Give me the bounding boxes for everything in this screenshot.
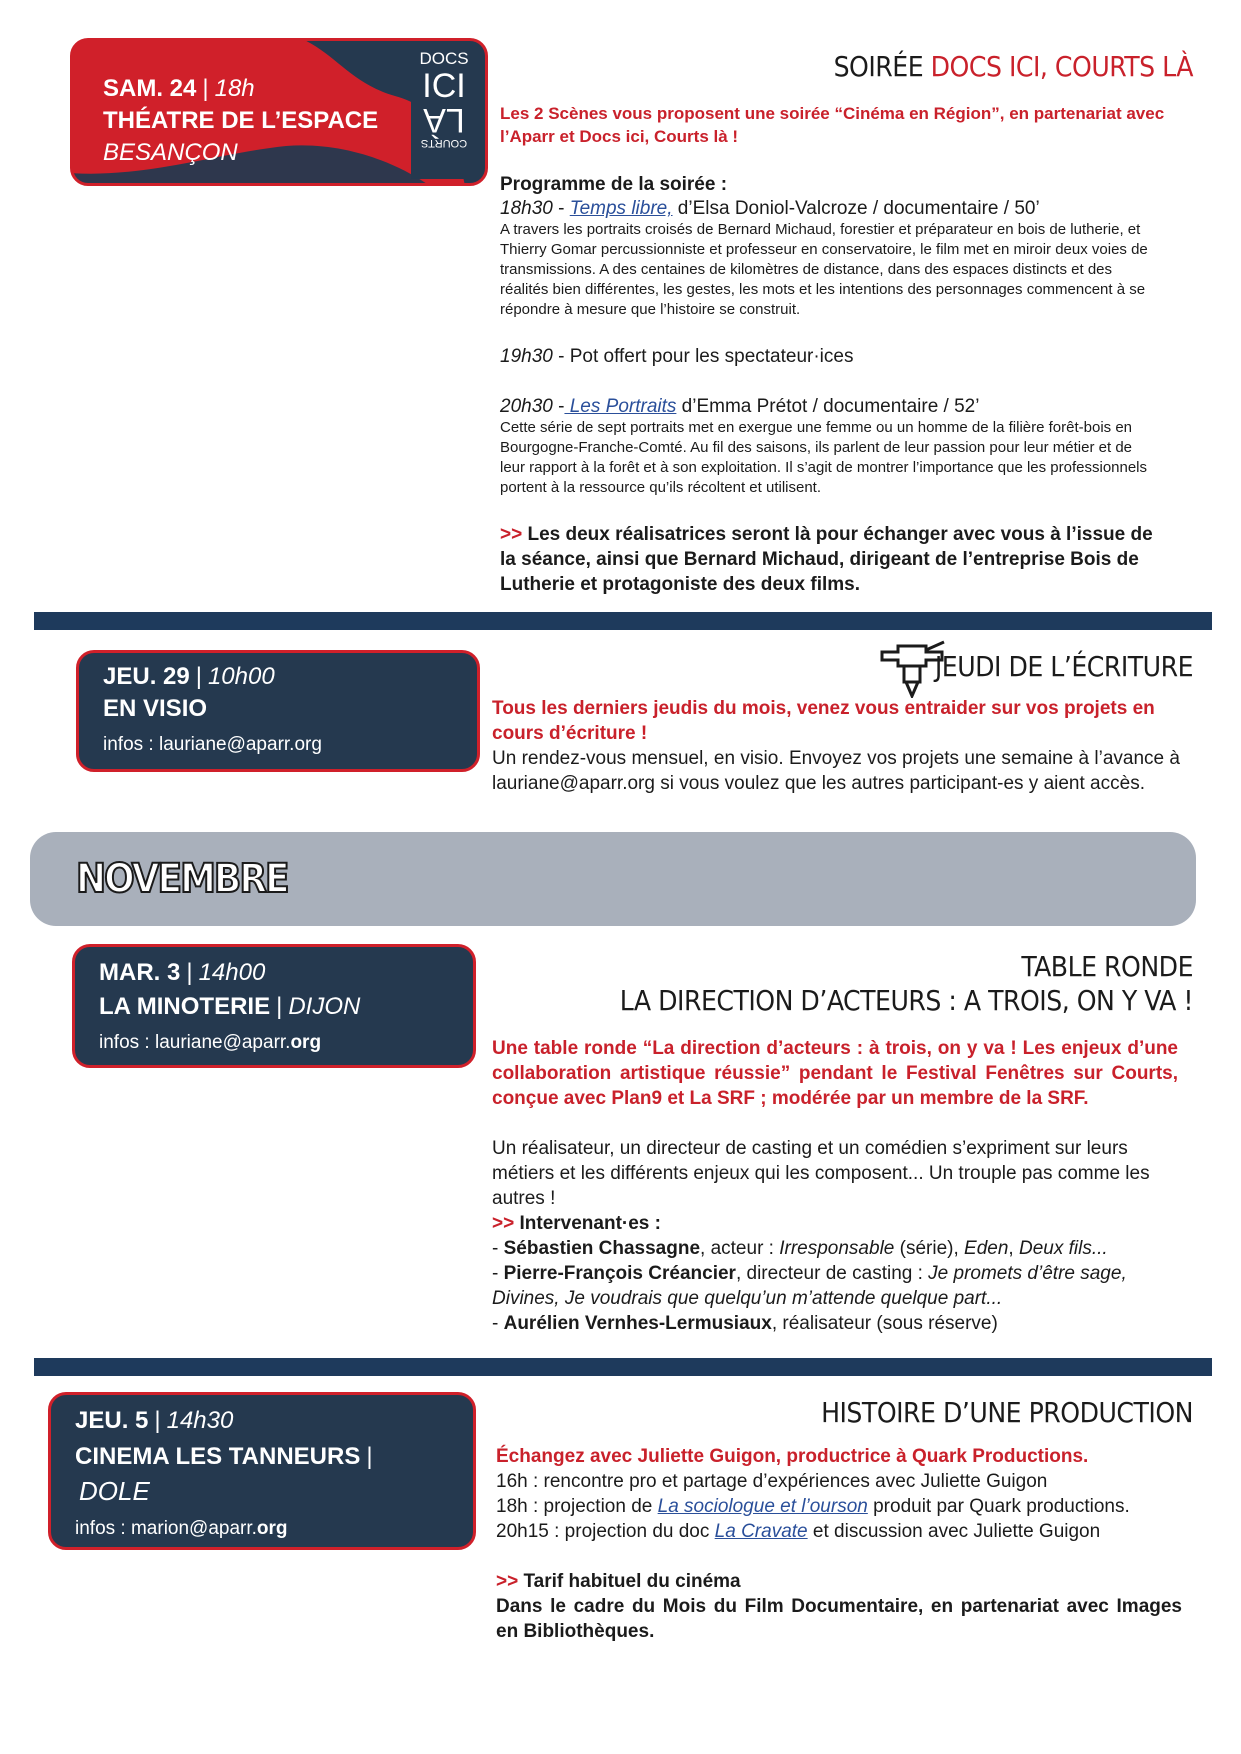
event4-time: 14h30 bbox=[166, 1407, 234, 1434]
event2-box: JEU. 29 | 10h00 EN VISIO infos : lauriane@aparr.org bbox=[76, 650, 480, 772]
event3-title-line1: TABLE RONDE bbox=[1021, 950, 1193, 983]
separator-bar-2 bbox=[34, 1358, 1212, 1376]
event3-speaker-3: - Aurélien Vernhes-Lermusiaux, réalisateur (sous réserve) bbox=[492, 1313, 998, 1334]
film-link-la-sociologue[interactable]: La sociologue et l’ourson bbox=[657, 1496, 868, 1517]
event4-line1: 16h : rencontre pro et partage d’expériences avec Juliette Guigon bbox=[496, 1471, 1048, 1492]
event3-intro: Une table ronde “La direction d’acteurs : à trois, on y va ! Les enjeux d’une collaboration artistique réussie” pendant le Festival Fenêtres sur Courts, conçue avec Plan9 et La SRF ; modérée par un membre de la SRF. bbox=[492, 1038, 1178, 1109]
event2-title: JEUDI DE L’ÉCRITURE bbox=[934, 650, 1193, 683]
event1-time: 18h bbox=[214, 75, 255, 102]
event4-line2: 18h : projection de La sociologue et l’ourson produit par Quark productions. bbox=[496, 1496, 1130, 1517]
event3-speakers-heading: >> Intervenant·es : bbox=[492, 1213, 661, 1234]
film-link-la-cravate[interactable]: La Cravate bbox=[714, 1521, 808, 1542]
event1-venue: THÉATRE DE L’ESPACE bbox=[103, 107, 379, 134]
event1-title: SOIRÉE DOCS ICI, COURTS LÀ bbox=[833, 50, 1193, 83]
event1-item3-desc: Cette série de sept portraits met en exergue une femme ou un homme de la filière forêt-bois en Bourgogne-Franche-Comté. Au fil des saisons, ils parlent de leur passion pour leur métier et de leur rapport à la forêt et à son exploitation. Il s’agit de montrer l’importance que les professionnels portent à la ressource qu’ils récoltent et utilisent. bbox=[500, 419, 1148, 496]
event3-city: DIJON bbox=[288, 993, 361, 1020]
month-title: NOVEMBRE bbox=[76, 856, 288, 902]
event2-time: 10h00 bbox=[207, 663, 275, 690]
event3-speaker-1: - Sébastien Chassagne, acteur : Irresponsable (série), Eden, Deux fils... bbox=[492, 1238, 1108, 1259]
event1-closing: >> Les deux réalisatrices seront là pour échanger avec vous à l’issue de la séance, ainsi que Bernard Michaud, dirigeant de l’entreprise Bois de Lutherie et protagoniste des deux films. bbox=[500, 524, 1153, 595]
event1-item1-desc: A travers les portraits croisés de Bernard Michaud, forestier et préparateur en bois de lutherie, et Thierry Gomar percussionniste et professeur en conservatoire, le film met en miroir deux voies de transmissions. A des centaines de kilomètres de distance, dans des espaces distincts et des réalités bien différentes, les gestes, les mots et les intentions des personnages commencent à se répondre à mesure que l’histoire se construit. bbox=[500, 221, 1148, 318]
event4-tarif: >> Tarif habituel du cinéma bbox=[496, 1571, 741, 1592]
event1-item3: 20h30 - Les Portraits d’Emma Prétot / documentaire / 52’ bbox=[500, 396, 980, 417]
event3-box: MAR. 3 | 14h00 LA MINOTERIE | DIJON infos : lauriane@aparr.org bbox=[72, 944, 476, 1068]
event4-title: HISTOIRE D’UNE PRODUCTION bbox=[821, 1396, 1193, 1429]
event1-item1: 18h30 - Temps libre, d’Elsa Doniol-Valcroze / documentaire / 50’ bbox=[500, 198, 1040, 219]
event1-item2: 19h30 - Pot offert pour les spectateur·ices bbox=[500, 346, 854, 367]
docs-ici-courts-la-logo: DOCS ICI LÀ COURTS bbox=[411, 45, 477, 179]
event4-intro: Échangez avec Juliette Guigon, productrice à Quark Productions. bbox=[496, 1446, 1089, 1467]
event3-day: MAR. 3 bbox=[99, 959, 181, 986]
event2-venue: EN VISIO bbox=[103, 695, 208, 722]
event1-program-heading: Programme de la soirée : bbox=[500, 174, 728, 195]
event2-day: JEU. 29 bbox=[103, 663, 190, 690]
event2-body: Un rendez-vous mensuel, en visio. Envoyez vos projets une semaine à l’avance à lauriane@aparr.org si vous voulez que les autres participant-es y aient accès. bbox=[492, 748, 1180, 794]
event3-venue: LA MINOTERIE bbox=[99, 993, 271, 1020]
event4-day: JEU. 5 bbox=[75, 1407, 149, 1434]
event1-day: SAM. 24 bbox=[103, 75, 197, 102]
event3-body: Un réalisateur, un directeur de casting et un comédien s’expriment sur leurs métiers et les différents enjeux qui les composent... Un trouple pas comme les autres ! bbox=[492, 1138, 1150, 1209]
separator-bar bbox=[34, 612, 1212, 630]
event3-info: infos : lauriane@aparr.org bbox=[99, 1032, 322, 1053]
event4-info: infos : marion@aparr.org bbox=[75, 1518, 288, 1539]
event3-speaker-2: - Pierre-François Créancier, directeur de casting : Je promets d’être sage, bbox=[492, 1263, 1127, 1284]
event1-box: SAM. 24 | 18h THÉATRE DE L’ESPACE BESANÇON DOCS ICI LÀ COURTS bbox=[70, 38, 488, 186]
event4-box: JEU. 5 | 14h30 CINEMA LES TANNEURS | DOLE infos : marion@aparr.org bbox=[48, 1392, 476, 1550]
event4-city: DOLE bbox=[79, 1476, 150, 1506]
event3-speaker-2-works: Divines, Je voudrais que quelqu’un m’attende quelque part... bbox=[492, 1288, 1003, 1309]
event1-city: BESANÇON bbox=[103, 139, 238, 166]
month-band bbox=[30, 832, 1196, 926]
event4-venue: CINEMA LES TANNEURS bbox=[75, 1443, 361, 1470]
film-link-les-portraits[interactable]: Les Portraits bbox=[564, 396, 677, 417]
event2-info: infos : lauriane@aparr.org bbox=[103, 734, 322, 755]
event3-title-line2: LA DIRECTION D’ACTEURS : A TROIS, ON Y VA ! bbox=[619, 984, 1193, 1017]
event1-intro: Les 2 Scènes vous proposent une soirée “Cinéma en Région”, en partenariat avec l’Aparr et Docs ici, Courts là ! bbox=[500, 104, 1165, 146]
event3-time: 14h00 bbox=[198, 959, 266, 986]
event2-intro: Tous les derniers jeudis du mois, venez vous entraider sur vos projets en cours d’écriture ! bbox=[492, 698, 1155, 744]
event4-line3: 20h15 : projection du doc La Cravate et discussion avec Juliette Guigon bbox=[496, 1521, 1101, 1542]
event4-closing: Dans le cadre du Mois du Film Documentaire, en partenariat avec Images en Bibliothèques. bbox=[496, 1596, 1182, 1642]
film-link-temps-libre[interactable]: Temps libre, bbox=[569, 198, 673, 219]
